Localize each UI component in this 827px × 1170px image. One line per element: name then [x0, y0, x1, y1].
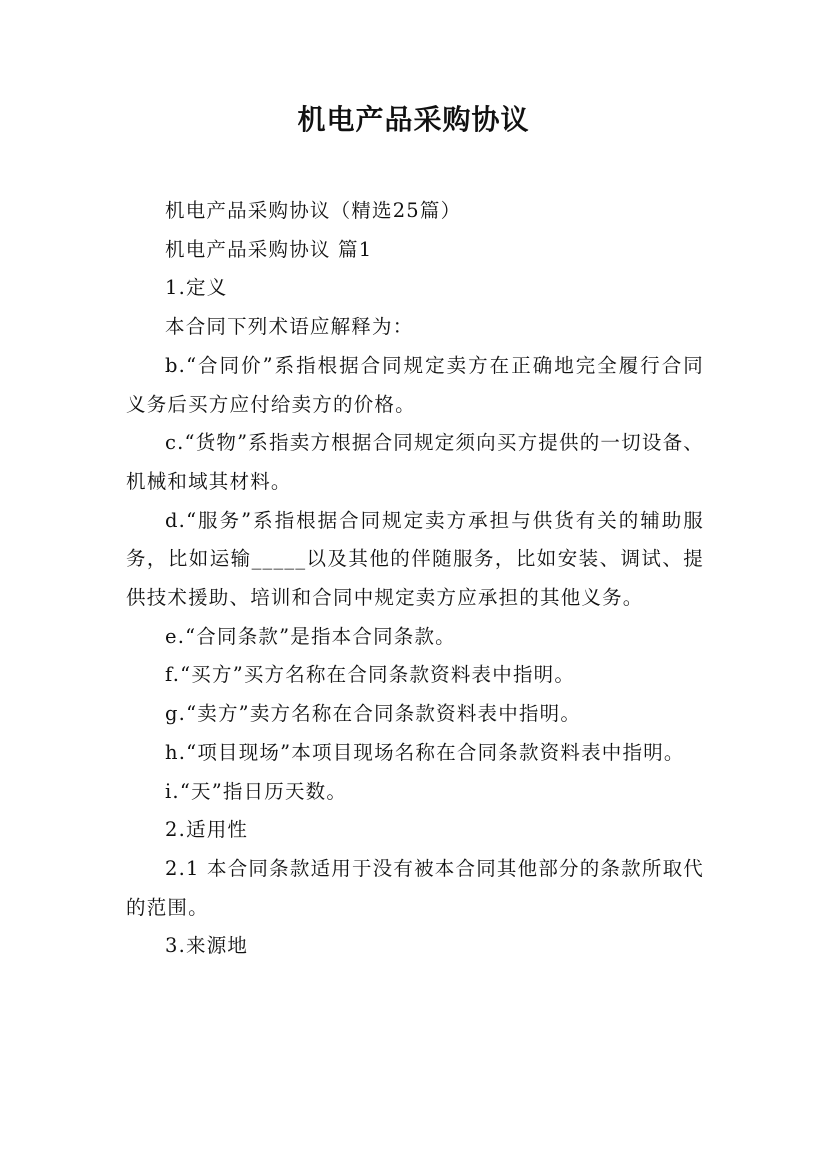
document-body [126, 192, 704, 966]
paragraph-subtitle: 机电产品采购协议（精选25篇） [165, 199, 462, 222]
paragraph-definition-heading: 1.定义 [165, 276, 228, 300]
paragraph-seller: g.“卖方”卖方名称在合同条款资料表中指明。 [165, 702, 582, 726]
paragraph-contract-price: b.“合同价”系指根据合同规定卖方在正确地完全履行合同义务后买方应付给卖方的价格。 [126, 353, 704, 416]
document-title: 机电产品采购协议 [297, 103, 530, 136]
paragraph-origin-heading: 3.来源地 [165, 934, 249, 958]
paragraph-buyer: f.“买方”买方名称在合同条款资料表中指明。 [165, 663, 576, 687]
paragraph-applicability-clause: 2.1 本合同条款适用于没有被本合同其他部分的条款所取代的范围。 [126, 856, 704, 919]
paragraph-day: i.“天”指日历天数。 [165, 779, 348, 803]
paragraph-project-site: h.“项目现场”本项目现场名称在合同条款资料表中指明。 [165, 740, 685, 764]
paragraph-contract-terms: e.“合同条款”是指本合同条款。 [165, 624, 456, 648]
paragraph-applicability-heading: 2.适用性 [165, 818, 249, 842]
paragraph-section-heading: 机电产品采购协议 篇1 [165, 237, 373, 261]
paragraph-goods: c.“货物”系指卖方根据合同规定须向买方提供的一切设备、机械和域其材料。 [126, 431, 704, 493]
paragraph-services: d.“服务”系指根据合同规定卖方承担与供货有关的辅助服务，比如运输_____以及其他的伴随服务，比如安装、调试、提供技术援助、培训和合同中规定卖方应承担的其他义务。 [126, 508, 704, 610]
paragraph-terms-intro: 本合同下列术语应解释为： [165, 315, 414, 339]
